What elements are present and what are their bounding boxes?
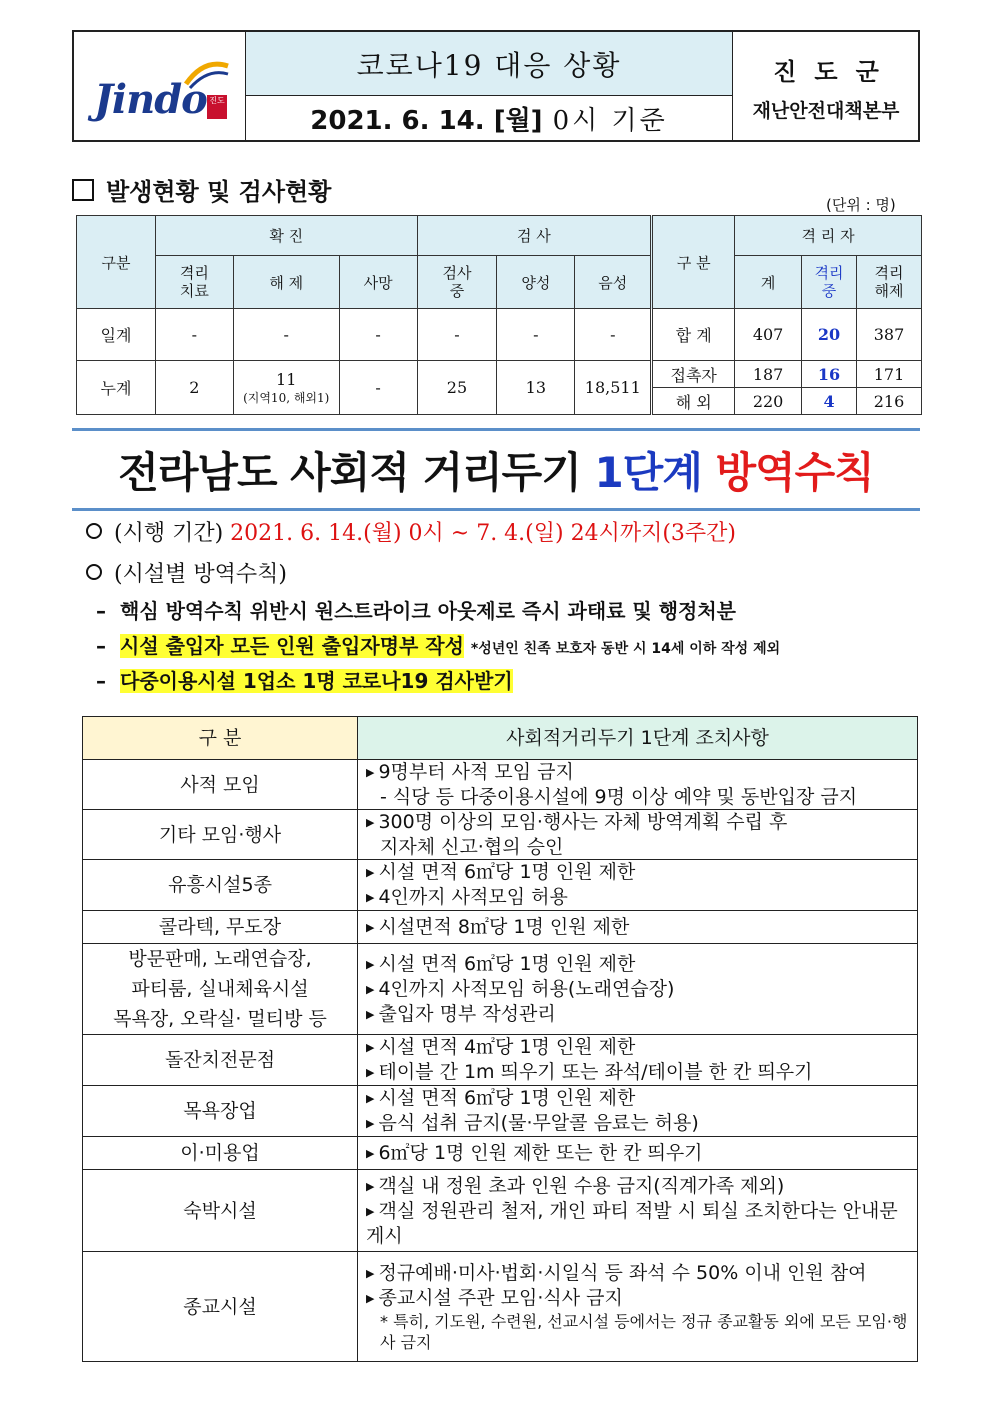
rules-row (83, 1170, 918, 1252)
measure-item: ▶ 9명부터 사적 모임 금지 (366, 761, 574, 783)
rules-category: 돌잔치전문점 (83, 1035, 358, 1086)
rules-category: 숙박시설 (83, 1170, 358, 1252)
facility-line-2: – 시설 출입자 모든 인원 출입자명부 작성 *성년인 친족 보호자 동반 시 14세 이하 작성 제외 (96, 634, 781, 658)
rules-row (83, 911, 918, 944)
measure-item: ▶ 시설 면적 6㎡당 1명 인원 제한 (366, 861, 636, 883)
section-title (72, 172, 331, 207)
released-note: (지역10, 해외1) (243, 390, 330, 405)
cell: - (339, 309, 417, 361)
triangle-bullet-icon: ▶ (366, 1007, 375, 1021)
rules-table (82, 716, 918, 1362)
cell: - (155, 309, 233, 361)
c-isolated: 격리 치료 (155, 256, 233, 309)
divider-bottom (72, 508, 920, 511)
rules-row (83, 1137, 918, 1170)
triangle-bullet-icon: ▶ (366, 891, 375, 904)
rules-category: 방문판매, 노래연습장, 파티룸, 실내체육시설 목욕장, 오락실· 멀티방 등 (83, 944, 358, 1035)
iso-row-label: 해 외 (652, 388, 735, 415)
cell: 13 (497, 361, 575, 415)
rules-measures (358, 860, 918, 911)
facility-heading (86, 557, 287, 588)
triangle-bullet-icon: ▶ (366, 1066, 375, 1079)
measure-item: ▶ 음식 섭취 금지(물·무알콜 음료는 허용) (366, 1112, 699, 1134)
measure-item: ▶ 6㎡당 1명 인원 제한 또는 한 칸 띄우기 (366, 1141, 703, 1164)
rules-h-measures: 사회적거리두기 1단계 조치사항 (358, 717, 918, 760)
facility-label: (시설별 방역수칙) (114, 562, 287, 587)
rules-measures (358, 1035, 918, 1086)
triangle-bullet-icon: ▶ (366, 1266, 375, 1280)
measure-item: ▶ 객실 내 정원 초과 인원 수용 금지(직계가족 제외) (366, 1174, 785, 1197)
rules-row (83, 1086, 918, 1137)
measure-sub: - 식당 등 다중이용시설에 9명 이상 예약 및 동반입장 금지 (380, 786, 858, 808)
header-box (72, 30, 920, 142)
triangle-bullet-icon: ▶ (366, 920, 375, 934)
c-iso-rel: 격리 해제 (857, 256, 922, 309)
facility-line-2-text: 시설 출입자 모든 인원 출입자명부 작성 (120, 634, 464, 658)
c-iso-now: 격리 중 (802, 256, 857, 309)
main-title-part3: 방역수칙 (715, 448, 874, 497)
rules-row (83, 860, 918, 911)
logo-stamp: 진도 (207, 95, 227, 119)
triangle-bullet-icon: ▶ (366, 1179, 375, 1193)
facility-line-2-note: *성년인 친족 보호자 동반 시 14세 이하 작성 제외 (470, 641, 781, 657)
rules-body (83, 760, 918, 1362)
date-bold: 2021. 6. 14. [월] (310, 105, 543, 136)
row-daily-label: 일계 (77, 309, 156, 361)
circle-bullet-icon (86, 523, 102, 539)
triangle-bullet-icon: ▶ (366, 866, 375, 879)
triangle-bullet-icon: ▶ (366, 1291, 375, 1305)
rules-category: 콜라텍, 무도장 (83, 911, 358, 944)
cell: - (575, 309, 652, 361)
rules-category: 목욕장업 (83, 1086, 358, 1137)
cell-released (233, 361, 339, 415)
cell: - (339, 361, 417, 415)
rules-category: 유흥시설5종 (83, 860, 358, 911)
c-positive: 양성 (497, 256, 575, 309)
facility-line-3: – 다중이용시설 1업소 1명 코로나19 검사받기 (96, 669, 513, 693)
measure-item: ▶ 4인까지 사적모임 허용 (366, 886, 568, 908)
main-title-part2: 1단계 (594, 448, 702, 497)
measure-item: ▶ 정규예배·미사·법회·시일식 등 좌석 수 50% 이내 인원 참여 (366, 1261, 867, 1284)
stats-table (76, 215, 922, 415)
rules-row (83, 810, 918, 860)
h-gubun: 구분 (77, 216, 156, 309)
rules-measures (358, 1252, 918, 1362)
rules-row (83, 760, 918, 810)
facility-line-3-text: 다중이용시설 1업소 1명 코로나19 검사받기 (120, 669, 513, 693)
rules-measures (358, 1170, 918, 1252)
triangle-bullet-icon: ▶ (366, 1092, 375, 1105)
rules-measures (358, 760, 918, 810)
rules-measures (358, 911, 918, 944)
rules-category: 이·미용업 (83, 1137, 358, 1170)
logo-text: Jindo (94, 76, 207, 123)
org-name: 진도군 (773, 57, 897, 86)
triangle-bullet-icon: ▶ (366, 957, 375, 971)
triangle-bullet-icon: ▶ (366, 1117, 375, 1130)
measure-item: ▶ 시설 면적 6㎡당 1명 인원 제한 (366, 1087, 636, 1109)
org-cell (732, 32, 918, 140)
rules-measures (358, 944, 918, 1035)
measure-item: ▶ 테이블 간 1m 띄우기 또는 좌석/테이블 한 칸 띄우기 (366, 1061, 813, 1083)
cell: 387 (857, 309, 922, 361)
triangle-bullet-icon: ▶ (366, 1146, 375, 1160)
rules-row (83, 944, 918, 1035)
measure-item: ▶ 4인까지 사적모임 허용(노래연습장) (366, 977, 675, 1000)
cell: 4 (802, 388, 857, 415)
measure-item: ▶ 300명 이상의 모임·행사는 자체 방역계획 수립 후 (366, 811, 788, 833)
cell: 407 (735, 309, 802, 361)
period-line (86, 516, 736, 547)
c-testing: 검사 중 (417, 256, 497, 309)
row-cumulative-label: 누계 (77, 361, 156, 415)
c-negative: 음성 (575, 256, 652, 309)
main-title (0, 440, 992, 500)
cell: 171 (857, 361, 922, 388)
section-title-text: 발생현황 및 검사현황 (106, 177, 332, 206)
cell: - (417, 309, 497, 361)
measure-sub: * 특히, 기도원, 수련원, 선교시설 등에서는 정규 종교활동 외에 모든 모임·행사 금지 (380, 1311, 908, 1352)
h-isolation: 격 리 자 (735, 216, 922, 256)
period-label: (시행 기간) (114, 521, 224, 546)
measure-sub: 지자체 신고·협의 승인 (380, 836, 564, 858)
cell: 18,511 (575, 361, 652, 415)
rules-measures (358, 1137, 918, 1170)
divider-top (72, 428, 920, 431)
rules-h-category: 구 분 (83, 717, 358, 760)
cell: 216 (857, 388, 922, 415)
cell: - (497, 309, 575, 361)
rules-category: 기타 모임·행사 (83, 810, 358, 860)
measure-item: ▶ 출입자 명부 작성관리 (366, 1002, 556, 1025)
rules-category: 종교시설 (83, 1252, 358, 1362)
measure-item: ▶ 시설면적 8㎡당 1명 인원 제한 (366, 915, 630, 938)
period-value: 2021. 6. 14.(월) 0시 ~ 7. 4.(일) 24시까지(3주간) (230, 521, 736, 546)
measure-item: ▶ 객실 정원관리 철저, 개인 파티 적발 시 퇴실 조치한다는 안내문 게시 (366, 1199, 898, 1247)
rules-row (83, 1035, 918, 1086)
h-test: 검 사 (417, 216, 652, 256)
released-value: 11 (276, 369, 297, 389)
org-dept: 재난안전대책본부 (752, 100, 900, 122)
square-bullet-icon (72, 179, 94, 201)
logo-cell (74, 32, 246, 140)
facility-line-1: – 핵심 방역수칙 위반시 원스트라이크 아웃제로 즉시 과태료 및 행정처분 (96, 599, 736, 623)
triangle-bullet-icon: ▶ (366, 766, 375, 779)
triangle-bullet-icon: ▶ (366, 982, 375, 996)
rules-category: 사적 모임 (83, 760, 358, 810)
rules-measures (358, 810, 918, 860)
cell: 187 (735, 361, 802, 388)
date-rest: 0시 기준 (552, 105, 668, 136)
rules-measures (358, 1086, 918, 1137)
c-released: 해 제 (233, 256, 339, 309)
triangle-bullet-icon: ▶ (366, 1204, 375, 1218)
c-total: 계 (735, 256, 802, 309)
measure-item: ▶ 종교시설 주관 모임·식사 금지 (366, 1286, 623, 1309)
cell: 220 (735, 388, 802, 415)
triangle-bullet-icon: ▶ (366, 816, 375, 829)
circle-bullet-icon (86, 564, 102, 580)
cell: 2 (155, 361, 233, 415)
cell: 20 (802, 309, 857, 361)
h-gubun2: 구 분 (652, 216, 735, 309)
measure-item: ▶ 시설 면적 6㎡당 1명 인원 제한 (366, 952, 636, 975)
cell: - (233, 309, 339, 361)
facility-line-1-text: 핵심 방역수칙 위반시 원스트라이크 아웃제로 즉시 과태료 및 행정처분 (120, 599, 736, 623)
iso-row-label: 합 계 (652, 309, 735, 361)
measure-item: ▶ 시설 면적 4㎡당 1명 인원 제한 (366, 1036, 636, 1058)
unit-label: (단위 : 명) (826, 196, 896, 214)
cell: 25 (417, 361, 497, 415)
triangle-bullet-icon: ▶ (366, 1041, 375, 1054)
iso-row-label: 접촉자 (652, 361, 735, 388)
c-death: 사망 (339, 256, 417, 309)
document-title: 코로나19 대응 상황 (246, 32, 732, 96)
cell: 16 (802, 361, 857, 388)
main-title-part1: 전라남도 사회적 거리두기 (118, 448, 581, 497)
h-confirmed: 확 진 (155, 216, 417, 256)
date-line (246, 96, 732, 140)
rules-row (83, 1252, 918, 1362)
